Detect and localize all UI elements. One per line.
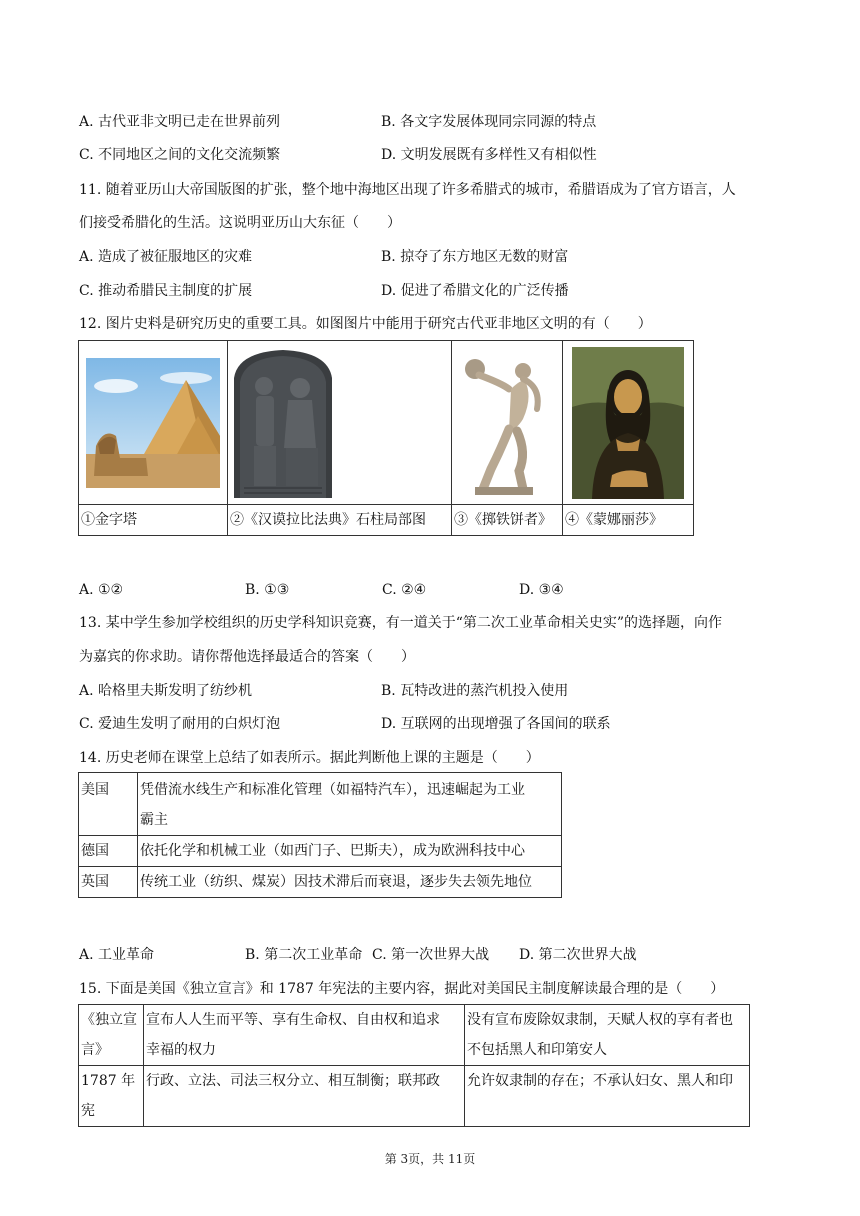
- q13-option-c[interactable]: C. 爱迪生发明了耐用的白炽灯泡: [79, 716, 281, 732]
- q12-image-cell-2: [228, 341, 452, 505]
- q13-option-d[interactable]: D. 互联网的出现增强了各国间的联系: [381, 716, 611, 732]
- q12-option-d[interactable]: D. ③④: [519, 582, 564, 598]
- q12-stem: 12. 图片史料是研究历史的重要工具。如图图片中能用于研究古代亚非地区文明的有（ ）: [79, 316, 652, 332]
- q14-country-uk: 英国: [79, 867, 138, 898]
- q15-row1-col3-line1: 没有宣布废除奴隶制，天赋人权的享有者也: [467, 1012, 733, 1028]
- q12-image-cell-4: [563, 341, 694, 505]
- q15-row1-col1: [79, 1005, 144, 1066]
- q12-option-a[interactable]: A. ①②: [79, 582, 124, 598]
- q15-row1-col2: [144, 1005, 465, 1066]
- q14-option-d[interactable]: D. 第二次世界大战: [519, 947, 637, 963]
- q14-option-a[interactable]: A. 工业革命: [79, 947, 155, 963]
- discobolus-image: [461, 349, 553, 497]
- q11-option-a[interactable]: A. 造成了被征服地区的灾难: [79, 249, 253, 265]
- q14-country-germany: 德国: [79, 836, 138, 867]
- q14-option-c[interactable]: C. 第一次世界大战: [372, 947, 490, 963]
- q12-caption-4: ④《蒙娜丽莎》: [563, 505, 694, 536]
- q14-table: [78, 772, 562, 898]
- q15-row1-col2-line1: 宣布人人生而平等、享有生命权、自由权和追求: [146, 1012, 440, 1028]
- q11-option-c[interactable]: C. 推动希腊民主制度的扩展: [79, 283, 253, 299]
- q10-option-b[interactable]: B. 各文字发展体现同宗同源的特点: [381, 114, 597, 130]
- q15-row2-col3: 允许奴隶制的存在；不承认妇女、黑人和印: [465, 1066, 750, 1127]
- q15-row2-col1: 1787 年宪: [79, 1066, 144, 1127]
- q14-text-usa-line1: 凭借流水线生产和标准化管理（如福特汽车），迅速崛起为工业: [140, 782, 525, 798]
- q13-stem-line2: 为嘉宾的你求助。请你帮他选择最适合的答案（ ）: [79, 649, 415, 665]
- q10-option-c[interactable]: C. 不同地区之间的文化交流频繁: [79, 147, 281, 163]
- q13-option-a[interactable]: A. 哈格里夫斯发明了纺纱机: [79, 683, 253, 699]
- q10-option-d[interactable]: D. 文明发展既有多样性又有相似性: [381, 147, 597, 163]
- q14-text-germany: 依托化学和机械工业（如西门子、巴斯夫），成为欧洲科技中心: [138, 836, 562, 867]
- q14-text-usa: [138, 773, 562, 836]
- q11-option-b[interactable]: B. 掠夺了东方地区无数的财富: [381, 249, 569, 265]
- q12-caption-2: ②《汉谟拉比法典》石柱局部图: [228, 505, 452, 536]
- q11-stem-line1: 11. 随着亚历山大帝国版图的扩张，整个地中海地区出现了许多希腊式的城市，希腊语成为了官方语言，人: [79, 182, 736, 198]
- q11-stem-line2: 们接受希腊化的生活。这说明亚历山大东征（ ）: [79, 215, 401, 231]
- q13-stem-line1: 13. 某中学生参加学校组织的历史学科知识竞赛，有一道关于“第二次工业革命相关史实”的选择题，向作: [79, 615, 723, 631]
- q15-table: [78, 1004, 750, 1127]
- q15-row1-col3-line2: 不包括黑人和印第安人: [467, 1042, 607, 1058]
- q15-row1-col2-line2: 幸福的权力: [146, 1042, 216, 1058]
- q15-row1-col3: [465, 1005, 750, 1066]
- q10-option-a[interactable]: A. 古代亚非文明已走在世界前列: [79, 114, 281, 130]
- q15-row1-col1-line1: 《独立宣: [81, 1012, 137, 1028]
- q15-stem: 15. 下面是美国《独立宣言》和 1787 年宪法的主要内容，据此对美国民主制度解读最合理的是（ ）: [79, 981, 725, 997]
- q13-option-b[interactable]: B. 瓦特改进的蒸汽机投入使用: [381, 683, 569, 699]
- q14-option-b[interactable]: B. 第二次工业革命: [245, 947, 363, 963]
- q12-caption-3: ③《掷铁饼者》: [452, 505, 563, 536]
- q14-text-uk: 传统工业（纺织、煤炭）因技术滞后而衰退，逐步失去领先地位: [138, 867, 562, 898]
- q12-option-c[interactable]: C. ②④: [382, 582, 427, 598]
- q14-stem: 14. 历史老师在课堂上总结了如表所示。据此判断他上课的主题是（ ）: [79, 750, 540, 766]
- q15-row1-col1-line2: 言》: [81, 1042, 109, 1058]
- q11-option-d[interactable]: D. 促进了希腊文化的广泛传播: [381, 283, 569, 299]
- q12-image-cell-1: [79, 341, 228, 505]
- q12-image-cell-3: [452, 341, 563, 505]
- pyramid-image: [86, 358, 220, 488]
- mona-lisa-image: [572, 347, 684, 499]
- q15-row2-col2: 行政、立法、司法三权分立、相互制衡；联邦政: [144, 1066, 465, 1127]
- q14-text-usa-line2: 霸主: [140, 812, 168, 828]
- q14-country-usa: 美国: [79, 773, 138, 836]
- page-footer: 第 3页，共 11页: [384, 1152, 476, 1166]
- q12-image-table: [78, 340, 694, 536]
- hammurabi-stele-image: [230, 348, 336, 498]
- q12-option-b[interactable]: B. ①③: [245, 582, 290, 598]
- q12-caption-1: ①金字塔: [79, 505, 228, 536]
